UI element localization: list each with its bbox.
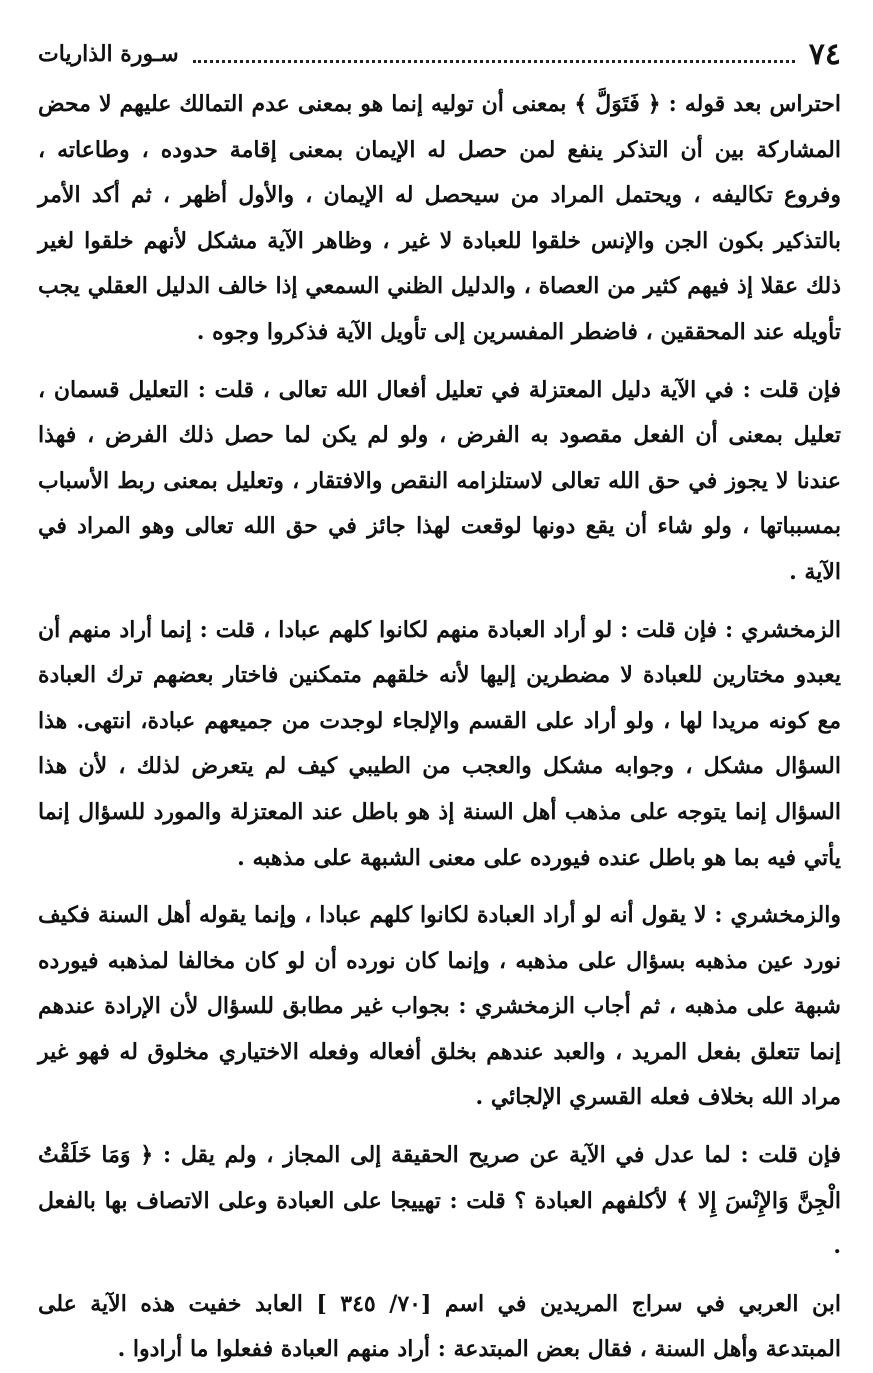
page-number: ٧٤ (808, 36, 841, 72)
paragraph-4: والزمخشري : لا يقول أنه لو أراد العبادة لكانوا كلهم عبادا ، وإنما يقوله أهل السنة فكيف نورد عين مذهبه بسؤال على مذهبه ، وإنما كان نورده أن لو كان مخالفا لمذهبه فيورده شبهة على مذهبه ، ثم أجاب الزمخشري : بجواب غير مطابق للسؤال لأن الإرادة عندهم إنما تتعلق بفعل المريد ، والعبد عندهم بخلق أفعاله وفعله الاختياري مخلوق له فهو غير مراد الله بخلاف فعله القسري الإلجائي . (38, 902, 841, 1111)
paragraph-6: ابن العربي في سراج المريدين في اسم [٧٠/ ٣٤٥ ] العابد خفيت هذه الآية على المبتدعة وأهل السنة ، فقال بعض المبتدعة : أراد منهم العبادة ففعلوا ما أرادوا . (38, 1290, 841, 1363)
page-header (38, 30, 841, 78)
sura-title: سـورة الذاريات (38, 41, 179, 67)
paragraph-2: فإن قلت : في الآية دليل المعتزلة في تعليل أفعال الله تعالى ، قلت : التعليل قسمان ، تعليل بمعنى أن الفعل مقصود به الفرض ، ولو لم يكن لما حصل ذلك الفرض ، فهذا عندنا لا يجوز في حق الله تعالى لاستلزامه النقص والافتقار ، وتعليل بمعنى ربط الأسباب بمسبباتها ، ولو شاء أن يقع دونها لوقعت لهذا جائز في حق الله تعالى وهو المراد في الآية . (38, 376, 841, 585)
header-dotted-rule (193, 46, 795, 63)
paragraph-1: احتراس بعد قوله : ﴿ فَتَوَلَّ ﴾ بمعنى أن توليه إنما هو بمعنى عدم التمالك عليهم لا محض المشاركة بين أن التذكر ينفع لمن حصل له الإيمان بمعنى إقامة حدوده ، وطاعاته ، وفروع تكاليفه ، ويحتمل المراد من سيحصل له الإيمان ، والأول أظهر ، ثم أكد الأمر بالتذكير بكون الجن والإنس خلقوا للعبادة لا غير ، وظاهر الآية مشكل لأنهم خلقوا لغير ذلك عقلا إذ فيهم كثير من العصاة ، والدليل الظني السمعي إذا خالف الدليل العقلي يجب تأويله عند المحققين ، فاضطر المفسرين إلى تأويل الآية فذكروا وجوه . (38, 91, 841, 345)
paragraph-5: فإن قلت : لما عدل في الآية عن صريح الحقيقة إلى المجاز ، ولم يقل : ﴿ وَمَا خَلَقْتُ الْجِنَّ وَالإِنْسَ إِلا ﴾ لأكلفهم العبادة ؟ قلت : تهييجا على العبادة وعلى الاتصاف بها بالفعل . (38, 1142, 841, 1260)
paragraph-3: الزمخشري : فإن قلت : لو أراد العبادة منهم لكانوا كلهم عبادا ، قلت : إنما أراد منهم أن يعبدو مختارين للعبادة لا مضطرين إليها لأنه خلقهم متمكنين فاختار بعضهم ترك العبادة مع كونه مريدا لها ، ولو أراد على القسم والإلجاء لوجدت من جميعهم عبادة، انتهى. هذا السؤال مشكل ، وجوابه مشكل والعجب من الطيبي كيف لم يتعرض لذلك ، لأن هذا السؤال إنما يتوجه على مذهب أهل السنة إذ هو باطل عند المعتزلة والمورد للسؤال إنما يأتي فيه بما هو باطل عنده فيورده على معنى الشبهة على مذهبه . (38, 616, 841, 871)
